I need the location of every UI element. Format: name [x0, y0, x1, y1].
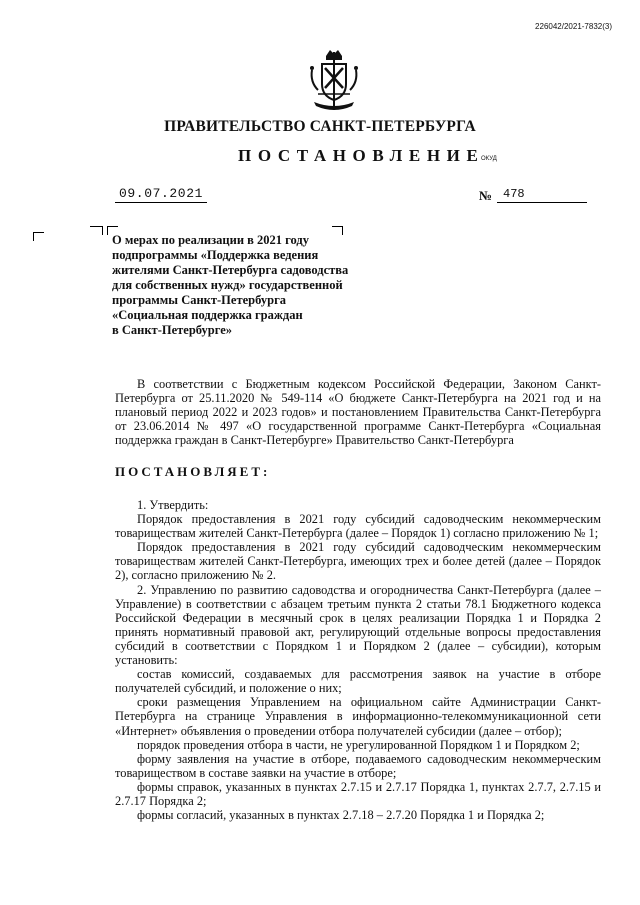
document-type: ПОСТАНОВЛЕНИЕ: [238, 146, 485, 165]
okud-label: ОКУД: [481, 156, 497, 162]
decree-heading: ПОСТАНОВЛЯЕТ:: [115, 464, 271, 479]
title-line: программы Санкт-Петербурга: [112, 293, 286, 307]
government-title: ПРАВИТЕЛЬСТВО САНКТ-ПЕТЕРБУРГА: [164, 118, 476, 135]
document-id: 226042/2021-7832(3): [535, 22, 612, 31]
title-line: «Социальная поддержка граждан: [112, 308, 303, 322]
title-line: подпрограммы «Поддержка ведения: [112, 248, 319, 262]
corner-mark-left: [33, 232, 44, 241]
document-title: [112, 233, 372, 338]
paragraph-item: форму заявления на участие в отборе, подаваемого садоводческим некоммерческим товариществом в составе заявки на участие в отборе;: [115, 751, 601, 780]
paragraph-item: 1. Утвердить:: [137, 498, 209, 512]
coat-of-arms-emblem: [304, 48, 364, 114]
paragraph-item: сроки размещения Управлением на официальном сайте Администрации Санкт-Петербурга на странице Управления в информационно-телекоммуникационной сети «Интернет» объявления о проведении отбора получателей субсидии (далее – отбор);: [115, 695, 601, 738]
preamble-text: В соответствии с Бюджетным кодексом Российской Федерации, Законом Санкт-Петербурга от 25.11.2020 № 549-114 «О бюджете Санкт-Петербурга на 2021 год и на плановый период 2022 и 2023 годов» и постановлением Правительства Санкт-Петербурга от 23.06.2014 № 497 «О государственной программе Санкт-Петербурга «Социальная поддержка граждан в Санкт-Петербурге» Правительство Санкт-Петербурга: [115, 377, 601, 448]
title-line: О мерах по реализации в 2021 году: [112, 233, 309, 247]
paragraph-item: формы согласий, указанных в пунктах 2.7.18 – 2.7.20 Порядка 1 и Порядка 2;: [137, 808, 545, 823]
title-line: в Санкт-Петербурге»: [112, 323, 233, 337]
decree-body: [115, 498, 601, 822]
title-line: для собственных нужд» государственной: [112, 278, 343, 292]
paragraph-item: состав комиссий, создаваемых для рассмотрения заявок на участие в отборе получателей субсидий, и положение о них;: [115, 667, 601, 696]
paragraph-item: порядок проведения отбора в части, не урегулированной Порядком 1 и Порядком 2;: [137, 737, 580, 752]
number-label: №: [479, 188, 493, 203]
document-date: 09.07.2021: [115, 186, 207, 203]
paragraph-item: Порядок предоставления в 2021 году субсидий садоводческим некоммерческим товариществам жителей Санкт-Петербурга, имеющих трех и более детей (далее – Порядок 2), согласно приложению № 2.: [115, 540, 601, 583]
paragraph-item: формы справок, указанных в пунктах 2.7.15 и 2.7.17 Порядка 1, пунктах 2.7.7, 2.7.15 и 2.7.17 Порядка 2;: [115, 779, 601, 808]
preamble-block: [115, 377, 601, 447]
paragraph-item: 2. Управлению по развитию садоводства и огородничества Санкт-Петербурга (далее – Управление) в соответствии с абзацем третьим пункта 2 статьи 78.1 Бюджетного кодекса Российской Федерации в месячный срок в целях реализации Порядка 1 и Порядка 2 принять нормативный правовой акт, регулирующий отдельные вопросы предоставления субсидий в соответствии с Порядком 1 и Порядком 2 (далее – субсидии), которым установить:: [115, 582, 601, 668]
paragraph-item: Порядок предоставления в 2021 году субсидий садоводческим некоммерческим товариществам жителей Санкт-Петербурга (далее – Порядок 1) согласно приложению № 1;: [115, 512, 601, 541]
document-number: 478: [497, 186, 587, 203]
corner-mark-title-left: [90, 226, 103, 235]
title-line: жителями Санкт-Петербурга садоводства: [112, 263, 349, 277]
